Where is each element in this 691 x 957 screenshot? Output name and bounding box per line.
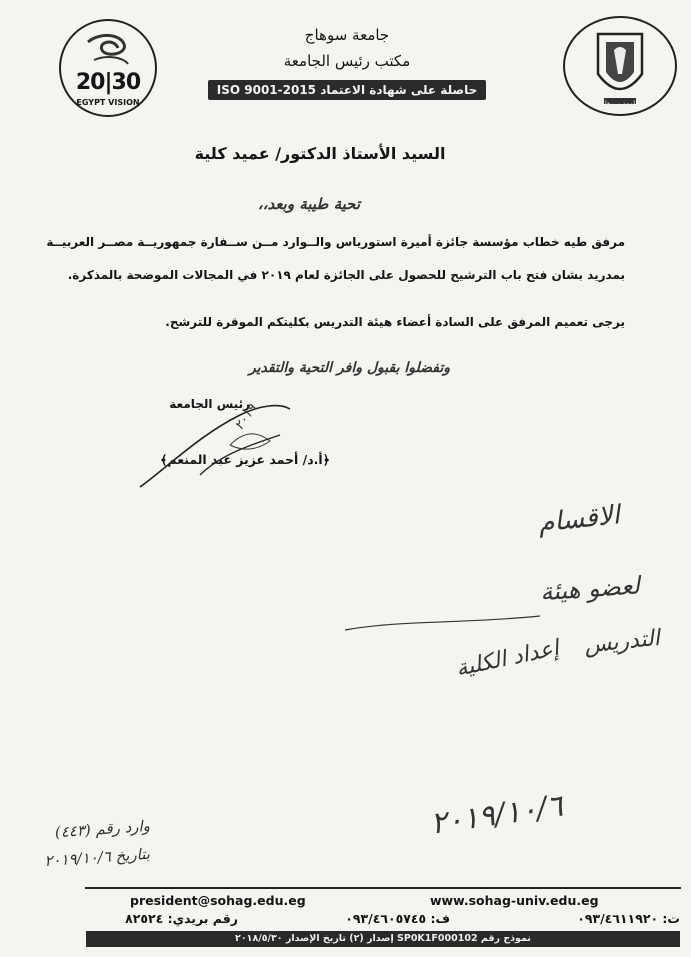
- paragraph-1-line-1: مرفق طيه خطاب مؤسسة جائزة أميرة استورياس والــوارد مــن ســفارة جمهوريــة مصــر العربيــة: [46, 235, 625, 249]
- footer-email[interactable]: president@sohag.edu.eg: [130, 893, 306, 908]
- signature-year: ٢٠١٩: [231, 401, 261, 434]
- university-seal: [560, 14, 680, 118]
- handwritten-note-departments: الاقسام: [536, 500, 622, 539]
- vision-number: 20|30: [75, 70, 141, 95]
- handwritten-date: ٢٠١٩/١٠/٦: [428, 788, 565, 842]
- paragraph-2: يرجى تعميم المرفق على السادة أعضاء هيئة التدريس بكليتكم الموقرة للترشح.: [165, 315, 625, 329]
- footer-phone: ت: ٠٩٣/٤٦١١٩٢٠: [577, 911, 680, 926]
- iso-certification-band: حاصلة على شهادة الاعتماد ISO 9001-2015: [208, 80, 486, 100]
- incoming-date: بتاريخ ٢٠١٩/١٠/٦: [43, 844, 151, 871]
- footer-postal-code: رقم بريدي: ٨٢٥٢٤: [125, 911, 238, 926]
- handwritten-underline: [340, 600, 680, 680]
- vision-logo-graphic: [58, 14, 158, 124]
- handwritten-note-teaching: التدريس: [582, 625, 661, 659]
- egypt-vision-2030-logo: [58, 14, 158, 124]
- signer-name: ﴿أ.د/ أحمد عزيز عبد المنعم﴾: [160, 452, 330, 467]
- footer-website[interactable]: www.sohag-univ.edu.eg: [430, 893, 599, 908]
- paragraph-1-line-2: بمدريد بشان فتح باب الترشيح للحصول على الجائزة لعام ٢٠١٩ في المجالات الموضحة بالمذكرة.: [67, 268, 625, 282]
- office-name: مكتب رئيس الجامعة: [283, 52, 411, 70]
- university-name: جامعة سوهاج: [304, 26, 390, 44]
- handwritten-note-faculty: لعضو هيئة: [539, 571, 641, 607]
- footer-fax: ف: ٠٩٣/٤٦٠٥٧٤٥: [345, 911, 450, 926]
- vision-caption: EGYPT VISION: [76, 98, 140, 107]
- incoming-number: وارد رقم (٤٤٣): [54, 816, 151, 842]
- closing: وتفضلوا بقبول وافر التحية والتقدير: [248, 360, 450, 376]
- greeting: تحية طيبة وبعد،،: [257, 195, 360, 213]
- handwritten-note-college: إعداد الكلية: [453, 635, 562, 682]
- seal-caption: جامعة سوهاج: [600, 100, 640, 108]
- addressee: السيد الأستاذ الدكتور/ عميد كلية: [194, 144, 446, 163]
- signer-title: رئيس الجامعة: [169, 397, 250, 411]
- footer-divider: [85, 887, 681, 889]
- form-number-band: نموذج رقم SP0K1F000102 إصدار (٢) تاريخ الإصدار ٢٠١٨/٥/٣٠: [86, 931, 680, 947]
- president-signature: [130, 395, 300, 495]
